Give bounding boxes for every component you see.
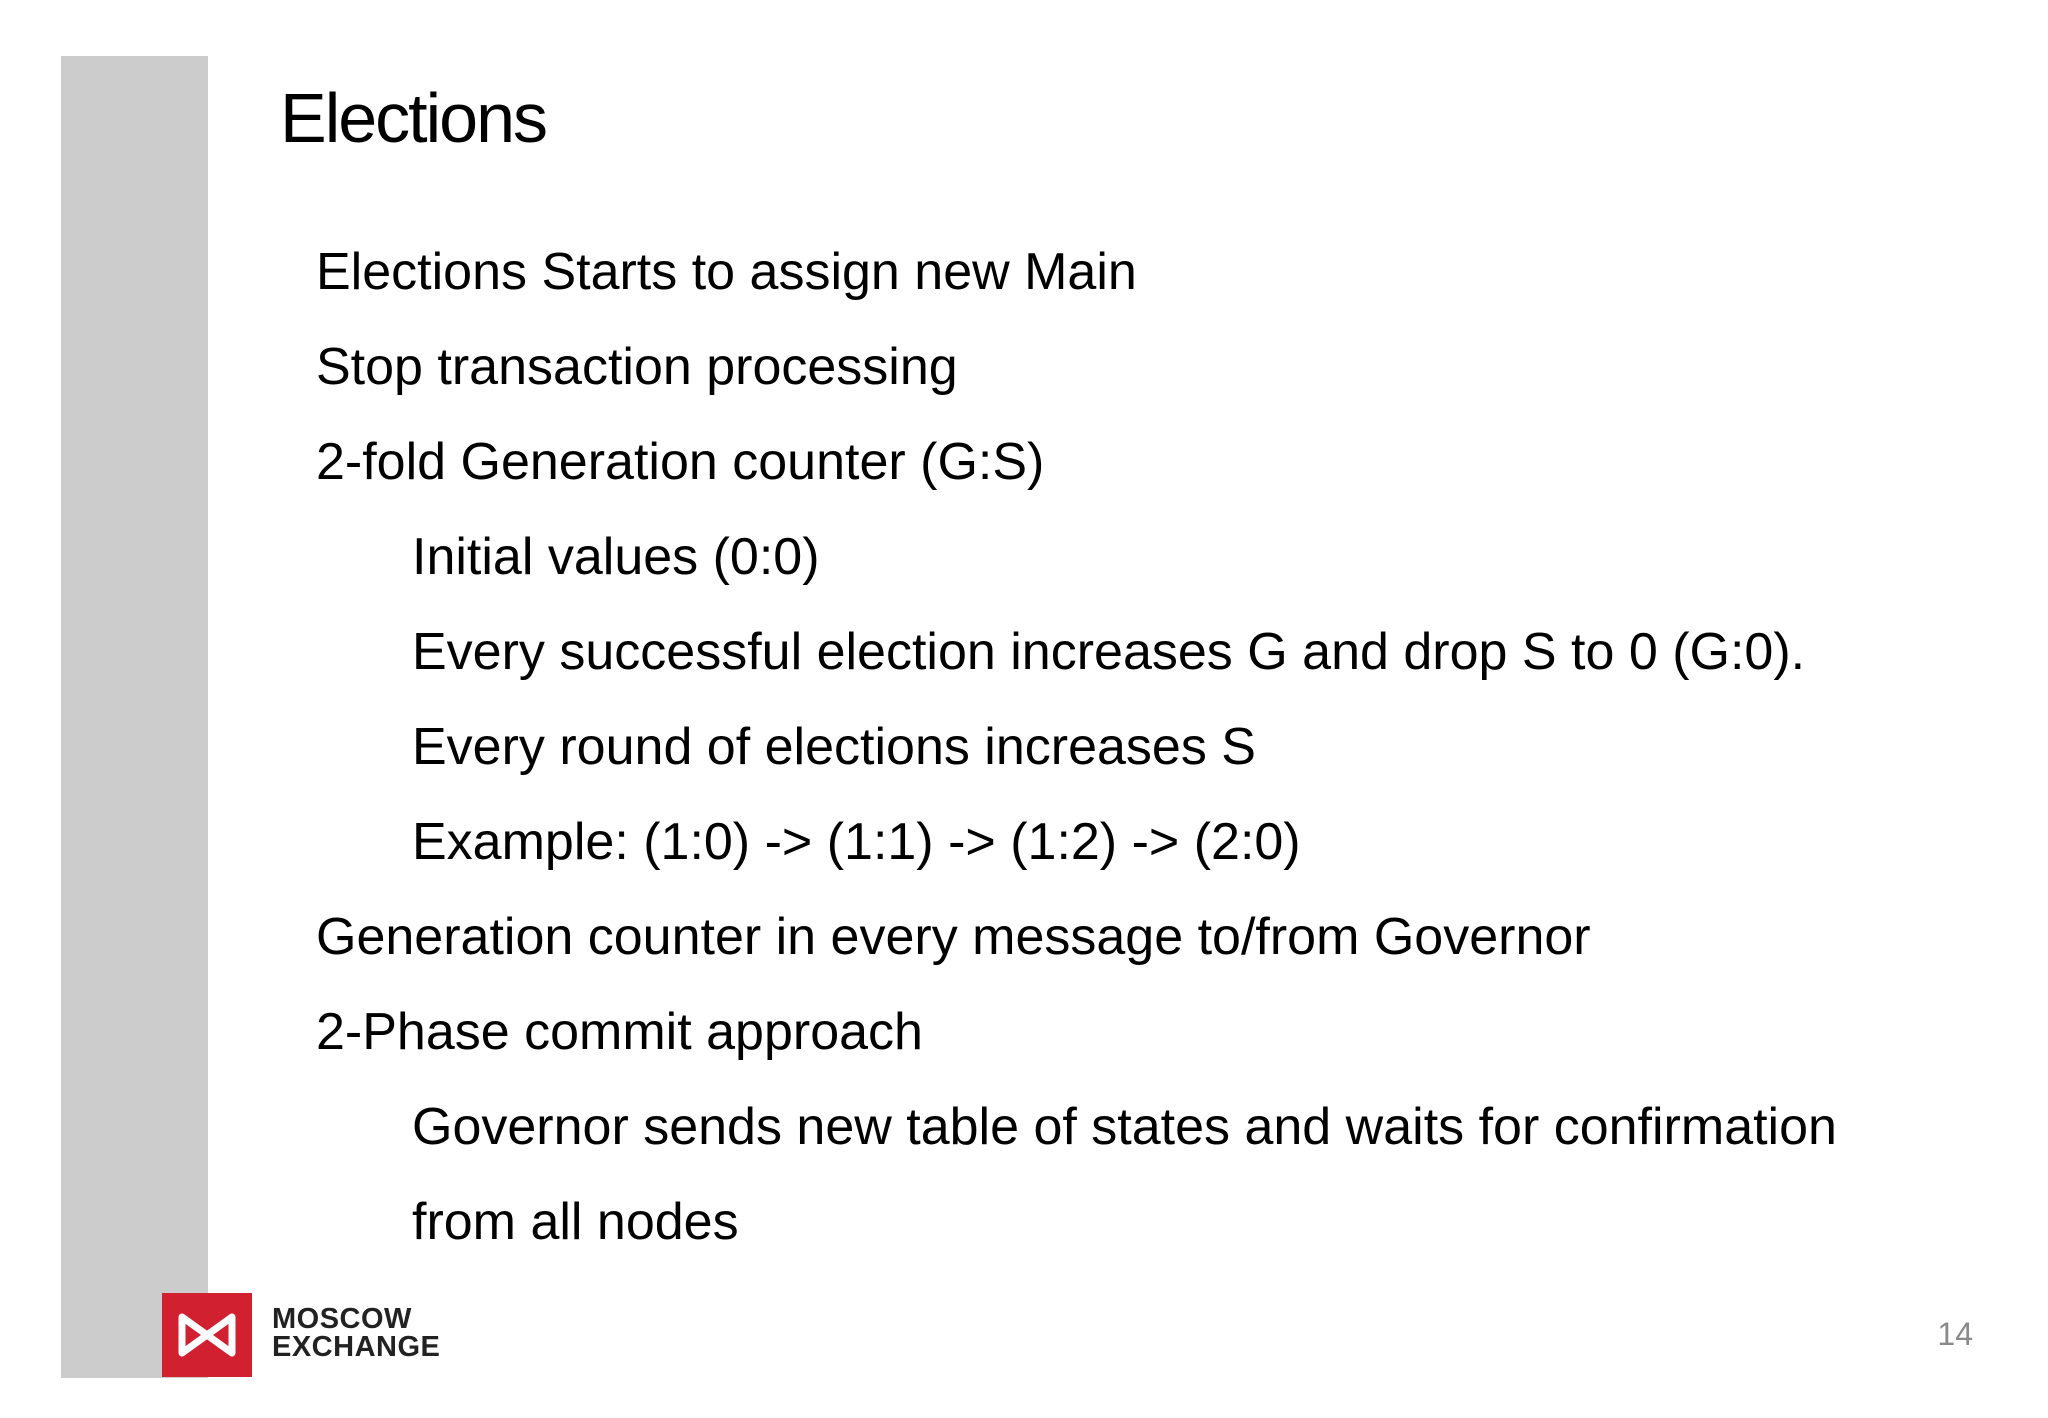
bullet-item: Generation counter in every message to/from Governor (316, 908, 1591, 966)
sub-bullet-item: Governor sends new table of states and waits for confirmation (412, 1098, 1837, 1156)
sub-bullet-item: Every round of elections increases S (412, 718, 1256, 776)
logo-line-1: MOSCOW (272, 1303, 412, 1335)
side-bar (61, 56, 208, 1378)
bullet-item: 2-Phase commit approach (316, 1003, 923, 1061)
logo-wordmark (272, 1305, 440, 1361)
bullet-item: 2-fold Generation counter (G:S) (316, 433, 1045, 491)
sub-bullet-item: from all nodes (412, 1193, 739, 1251)
sub-bullet-item: Example: (1:0) -> (1:1) -> (1:2) -> (2:0) (412, 813, 1301, 871)
logo-mark-icon (162, 1293, 252, 1377)
logo-line-2: EXCHANGE (272, 1331, 441, 1363)
bullet-item: Stop transaction processing (316, 338, 958, 396)
slide-title: Elections (280, 79, 547, 157)
bullet-item: Elections Starts to assign new Main (316, 243, 1137, 301)
sub-bullet-item: Every successful election increases G and drop S to 0 (G:0). (412, 623, 1806, 681)
page-number: 14 (1937, 1316, 1973, 1352)
sub-bullet-item: Initial values (0:0) (412, 528, 820, 586)
moscow-exchange-logo (162, 1293, 462, 1377)
